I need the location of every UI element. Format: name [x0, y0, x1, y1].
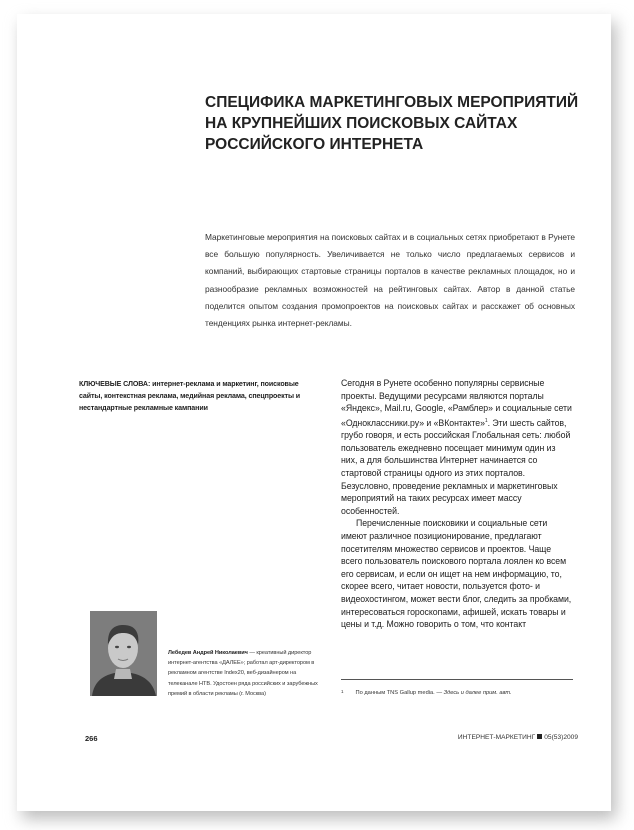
footnote-divider: [341, 679, 573, 680]
article-lead: Маркетинговые мероприятия на поисковых сайтах и в социальных сетях приобретают в Рунете все большую популярность. Увеличивается не только число предлагаемых сервисов и компаний, выбирающих стартовые страницы порталов в качестве рекламных площадок, но и разнообразие рекламных возможностей на рейтинговых сайтах. Автор в данной статье поделится опытом создания промопроектов на поисковых сайтах и расскажет об основных тенденциях рынка интернет-рекламы.: [205, 232, 575, 329]
issue-number: 05(53)2009: [544, 734, 578, 741]
author-bio: [168, 648, 320, 699]
author-portrait-icon: [90, 611, 157, 696]
article-body: [341, 377, 574, 631]
footnote-note: Здесь и далее прим. авт.: [443, 690, 512, 696]
footnote-text: По данным TNS Gallup media. —: [355, 690, 444, 696]
journal-name: ИНТЕРНЕТ-МАРКЕТИНГ: [457, 734, 536, 741]
article-title: [205, 92, 585, 155]
running-footer: [458, 734, 578, 741]
author-photo: [90, 611, 157, 696]
author-bio-text: — креативный директор интернет-агентства «ДАЛЕЕ»; работал арт-директором в рекламном агентстве Index20, веб-дизайнером на телеканале НТВ. Удостоен ряда российских и зарубежных премий в области рекламы (г. Москва): [168, 650, 318, 697]
body-text: . Эти шесть сайтов, грубо говоря, и есть российская Глобальная сеть: любой пользователь ежедневно посещает минимум один из них, а для большинства Интернет начинается со стартовой страницы одного из этих порталов. Безусловно, проведение рекламных и маркетинговых мероприятий на таких ресурсах имеет массу особенностей.: [341, 417, 571, 516]
body-text: Сегодня в Рунете особенно популярны сервисные проекты. Ведущими ресурсами являются порталы «Яндекс», Mail.ru, Google, «Рамблер» и социальные сети «Одноклассники.ру» и «ВКонтакте»: [341, 378, 572, 428]
title-line: НА КРУПНЕЙШИХ ПОИСКОВЫХ САЙТАХ: [205, 115, 518, 132]
footnote-ref[interactable]: 1: [484, 417, 488, 424]
body-paragraph: [341, 377, 574, 517]
keywords: КЛЮЧЕВЫЕ СЛОВА: интернет-реклама и маркетинг, поисковые сайты, контекстная реклама, медийная реклама, спецпроекты и нестандартные рекламные кампании: [79, 380, 301, 413]
body-paragraph: Перечисленные поисковики и социальные сети имеют различное позиционирование, предлагают посетителям множество сервисов и проектов. Чаще всего пользователь поискового портала лоялен ко всем его сервисам, и если он ищет на нем информацию, то, скорее всего, читает новости, пользуется фото- и видеохостингом, может вести блог, следить за пробками, интересоваться гороскопами, афишей, искать товары и цены и т.д. Можно говорить о том, что контакт: [341, 518, 572, 630]
footnote: [341, 689, 581, 697]
page-number: 266: [85, 734, 98, 743]
author-name: Лебедев Андрей Николаевич: [168, 650, 248, 656]
title-line: РОССИЙСКОГО ИНТЕРНЕТА: [205, 136, 424, 153]
square-bullet-icon: [537, 734, 542, 739]
title-line: СПЕЦИФИКА МАРКЕТИНГОВЫХ МЕРОПРИЯТИЙ: [205, 94, 579, 111]
footnote-number: 1: [341, 688, 344, 694]
